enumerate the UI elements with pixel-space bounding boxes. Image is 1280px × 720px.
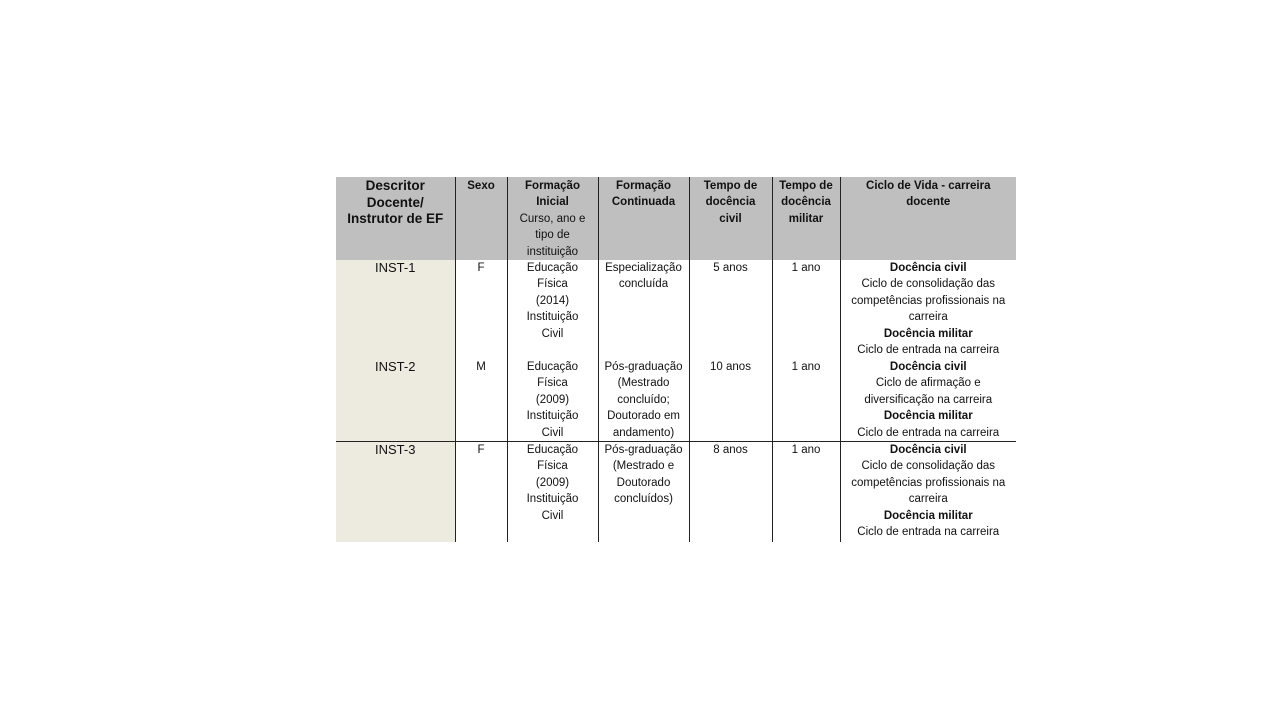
ciclo-cell [840,359,1016,442]
cell-line: Ciclo de entrada na carreira [857,344,1000,357]
cell-line: (2009) [535,393,570,406]
cell-line: Ciclo de entrada na carreira [857,426,1000,439]
cell-line: Civil [541,327,564,340]
cell-line: (Mestrado [617,377,670,390]
cell-line: Física [537,278,568,291]
header-ciclo [840,177,1016,260]
formacao-continuada-cell [598,359,689,442]
header-formacao-continuada-line: Formação [616,180,671,192]
cell-line: Civil [541,426,564,439]
table-header-row [336,177,1016,260]
header-tempo-militar-line: militar [788,212,824,225]
cell-line: Física [537,377,568,390]
sexo-cell: M [455,359,507,442]
formacao-inicial-cell [507,260,598,359]
header-formacao-inicial-sub: instituição [526,245,579,258]
cell-line: Ciclo de afirmação e [875,377,981,390]
cell-line: Educação [526,361,579,374]
cell-line: Ciclo de consolidação das [861,278,996,291]
tempo-militar-cell: 1 ano [772,260,840,359]
docencia-civil-title: Docência civil [889,444,967,457]
cell-line: carreira [908,493,948,506]
header-ciclo-line: Ciclo de Vida - carreira [866,180,991,192]
docencia-militar-title: Docência militar [883,410,973,423]
tempo-militar-cell: 1 ano [772,359,840,442]
header-tempo-civil [689,177,772,260]
cell-line: Civil [541,509,564,522]
header-formacao-inicial-line: Formação [525,180,580,192]
cell-line: Pós-graduação [604,444,683,457]
cell-line: Educação [526,262,579,275]
cell-line: Instituição [526,493,579,506]
cell-line: Pós-graduação [604,361,683,374]
docencia-militar-title: Docência militar [883,509,973,522]
header-tempo-militar-line: docência [781,196,831,209]
header-tempo-civil-line: civil [719,212,742,225]
table-row [336,359,1016,442]
cell-line: carreira [908,311,948,324]
table-row [336,260,1016,359]
formacao-inicial-cell [507,359,598,442]
cell-line: (2014) [535,294,570,307]
sexo-cell: F [455,442,507,542]
formacao-continuada-cell [598,442,689,542]
descritor-cell: INST-2 [336,359,455,442]
header-descritor-line: Descritor [365,178,425,193]
header-formacao-inicial [507,177,598,260]
teacher-profile-table [336,177,1016,542]
cell-line: Doutorado em [607,410,680,423]
sexo-cell: F [455,260,507,359]
header-formacao-continuada [598,177,689,260]
formacao-inicial-cell [507,442,598,542]
cell-line: Especialização [605,262,682,275]
cell-line: Instituição [526,410,579,423]
cell-line: Instituição [526,311,579,324]
header-tempo-civil-line: docência [705,196,756,209]
header-sexo: Sexo [455,177,507,260]
header-descritor-line: Instrutor de EF [347,211,444,226]
ciclo-cell [840,260,1016,359]
cell-line: (Mestrado e [612,460,675,473]
formacao-continuada-cell [598,260,689,359]
header-formacao-inicial-line: Inicial [536,196,569,209]
tempo-civil-cell: 10 anos [689,359,772,442]
cell-line: concluído; [617,393,670,406]
cell-line: diversificação na carreira [864,393,993,406]
cell-line: Doutorado [616,476,671,489]
tempo-militar-cell: 1 ano [772,442,840,542]
cell-line: Ciclo de entrada na carreira [857,526,1000,539]
descritor-cell: INST-1 [336,260,455,359]
descritor-cell: INST-3 [336,442,455,542]
header-tempo-militar [772,177,840,260]
header-formacao-continuada-line: Continuada [611,196,676,209]
docencia-militar-title: Docência militar [883,327,973,340]
ciclo-cell [840,442,1016,542]
header-descritor-line: Docente/ [366,194,424,210]
header-descritor [336,177,455,260]
cell-line: concluída [618,278,669,291]
table-row [336,442,1016,542]
cell-line: Ciclo de consolidação das [861,460,996,473]
teacher-profile-table-container [336,177,1006,540]
cell-line: competências profissionais na [851,476,1006,489]
header-formacao-inicial-sub: tipo de [535,229,570,242]
tempo-civil-cell: 5 anos [689,260,772,359]
cell-line: Educação [526,444,579,457]
cell-line: competências profissionais na [851,294,1006,307]
docencia-civil-title: Docência civil [889,361,967,374]
cell-line: Física [537,460,568,473]
tempo-civil-cell: 8 anos [689,442,772,542]
header-formacao-inicial-sub: Curso, ano e [519,212,586,225]
cell-line: (2009) [535,476,570,489]
cell-line: concluídos) [614,493,673,506]
cell-line: andamento) [612,426,675,439]
docencia-civil-title: Docência civil [889,262,967,275]
header-tempo-militar-line: Tempo de [779,180,833,192]
header-ciclo-line: docente [906,196,951,209]
header-tempo-civil-line: Tempo de [703,180,758,192]
